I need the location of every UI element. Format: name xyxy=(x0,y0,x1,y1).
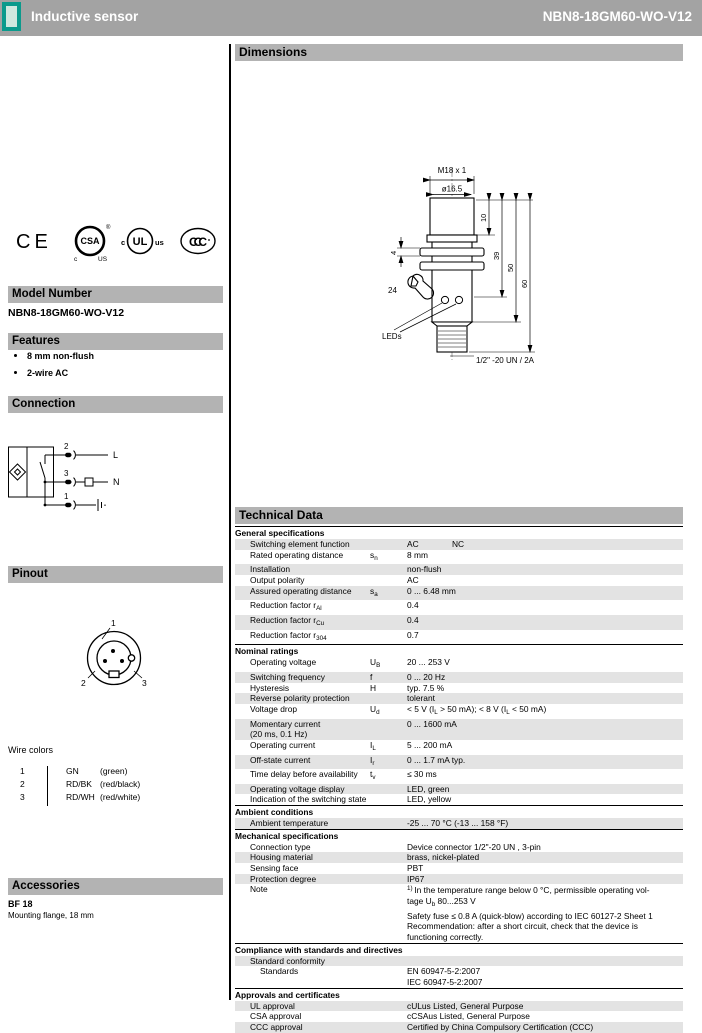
spec-row: Operating voltage $U_B$ 20 ... 253 V xyxy=(250,657,450,670)
spec-group-header: Compliance with standards and directives xyxy=(235,943,683,956)
wrench-icon xyxy=(408,274,434,299)
spec-row: Output polarity AC xyxy=(250,574,419,585)
spec-row: Rated operating distance $s_n$ 8 mm xyxy=(250,549,428,562)
spec-row: Time delay before availability $t_v$ ≤ 30 ms xyxy=(250,769,437,782)
spec-row: Ambient temperature -25 ... 70 °C (-13 ... 158 °F) xyxy=(235,818,683,829)
accessory-model: BF 18 xyxy=(8,899,33,909)
spec-row: Standards EN 60947-5-2:2007 IEC 60947-5-2:2007 xyxy=(260,966,483,987)
spec-row: Momentary current (20 ms, 0.1 Hz) 0 ... 1600 mA xyxy=(235,719,683,740)
connection-diagram xyxy=(8,438,173,518)
svg-text:®: ® xyxy=(106,225,111,231)
spec-row: Housing material brass, nickel-plated xyxy=(235,852,683,863)
spec-row: Note $^{1)}$ In the temperature range below 0 °C, permissible operating vol- tage $U_b$ 80...253 V Safety fuse ≤ 0.8 A (quick-blow) according to IEC 60127-2 Sheet 1 Recommendation: after a short circuit, check that the device is functioning correctly. xyxy=(250,884,653,943)
svg-text:ø16.5: ø16.5 xyxy=(441,184,463,194)
connection-heading: Connection xyxy=(8,396,223,413)
model-number-heading: Model Number xyxy=(8,286,223,303)
features-heading: Features xyxy=(8,333,223,350)
ce-mark-icon: CE xyxy=(16,231,52,253)
svg-text:CSA: CSA xyxy=(80,236,100,246)
datasheet-page: Inductive sensor NBN8-18GM60-WO-V12 CE CSA ® c US UL c us CCC Model Number NBN8-18GM60-WO-V12 Features 8 mm non-flush 2-wire AC Connection 2 3 1 L N Pinout 1 2 3 Wire colors 1 GN (green) 2 RD/BK (red/black) 3 RD/WH (red/white) Accessories BF 18 Mounting flange, 18 mm Dimensions LEDs 24 M18 x 1 ø16.5 4 10 39 50 60 1/2" -20 UN / 2A Technical Data General specifications Switching element function AC NC Rated operating distance $s_n$ 8 mm Installation non-flush Output polarity AC Assured operating distance $s_a$ 0 ... 6.48 mm Reduction factor $r_{Al}$ 0.4 Reduction factor $r_{Cu}$ 0.4 Reduction factor $r_{304}$ 0.7 Nominal ratings Operating voltage $U_B$ 20 ... 253 V Switching frequency f 0 ... 20 Hz Hysteresis H typ. 7.5 % Reverse polarity protection tolerant Voltage drop $U_d$ < 5 V ($I_L > 50$ mA); < 8 V ($I_L < 50$ mA) Momentary current (20 ms, 0.1 Hz) 0 ... 1600 mA Operating current $I_L$ 5 ... 200 mA Off-state current $I_r$ 0 ... 1.7 mA typ. Time delay before availability $t_v$ ≤ 30 ms Operating voltage display LED, green Indication of the switching state LED, yellow Ambient conditions Ambient temperature -25 ... 70 °C (-13 ... 158 °F) Mechanical specifications Connection type Device connector 1/2"-20 UN , 3-pin Housing material brass, nickel-plated Sensing face PBT Protection degree IP67 Note $^{1)}$ In the temperature range below 0 °C, permissible operating vol- tage $U_b$ 80...253 V Safety fuse ≤ 0.8 A (quick-blow) according to IEC 60127-2 Sheet 1 Recommendation: after a short circuit, check that the device is functioning correctly. Compliance with standards and directives Standard conformity Standards EN 60947-5-2:2007 IEC 60947-5-2:2007 Approvals and certificates UL approval cULus Listed, General Purpose CSA approval cCSAus Listed, General Purpose CCC approval Certified by China Compulsory Certification (CCC) xyxy=(0,0,702,1002)
svg-text:10: 10 xyxy=(479,213,488,222)
spec-row: Switching element function AC NC xyxy=(235,539,683,550)
spec-row: Installation non-flush xyxy=(235,564,683,575)
brand-logo-icon xyxy=(2,2,21,31)
technical-data-heading: Technical Data xyxy=(235,507,683,524)
svg-text:CCC: CCC xyxy=(189,235,203,249)
accessory-description: Mounting flange, 18 mm xyxy=(8,911,94,920)
page-header xyxy=(0,0,702,36)
svg-text:2: 2 xyxy=(64,442,69,451)
pinout-diagram xyxy=(58,608,173,693)
header-part-number: NBN8-18GM60-WO-V12 xyxy=(542,9,692,24)
bullet-icon xyxy=(14,354,17,357)
svg-text:3: 3 xyxy=(142,678,147,688)
page-title: Inductive sensor xyxy=(31,9,139,24)
spec-group-header: General specifications xyxy=(235,526,683,539)
spec-group-header: Mechanical specifications xyxy=(235,829,683,842)
leds-label: LEDs xyxy=(382,332,402,341)
dimensions-drawing xyxy=(380,160,605,372)
feature-item: 2-wire AC xyxy=(8,368,68,378)
model-number-value: NBN8-18GM60-WO-V12 xyxy=(8,307,125,319)
spec-row: CSA approval cCSAus Listed, General Purpose xyxy=(250,1011,530,1022)
spec-row: Reduction factor $r_{304}$ 0.7 xyxy=(250,629,419,642)
dimensions-heading: Dimensions xyxy=(235,44,683,61)
spec-row: Sensing face PBT xyxy=(250,863,424,874)
ccc-mark-icon xyxy=(181,229,215,254)
spec-row: Protection degree IP67 xyxy=(235,874,683,885)
svg-text:50: 50 xyxy=(506,263,515,272)
spec-row: Off-state current $I_r$ 0 ... 1.7 mA typ. xyxy=(235,755,683,770)
certification-logos xyxy=(8,215,223,265)
svg-text:60: 60 xyxy=(520,279,529,288)
spec-row: UL approval cULus Listed, General Purpose xyxy=(235,1001,683,1012)
spec-row: Switching frequency f 0 ... 20 Hz xyxy=(235,672,683,683)
svg-text:US: US xyxy=(98,256,108,263)
pinout-heading: Pinout xyxy=(8,566,223,583)
accessories-heading: Accessories xyxy=(8,878,223,895)
spec-row: Reduction factor $r_{Al}$ 0.4 xyxy=(250,600,419,613)
wire-colors-heading: Wire colors xyxy=(8,745,54,755)
spec-group-header: Nominal ratings xyxy=(235,644,683,657)
svg-text:c: c xyxy=(74,256,78,263)
spec-row: Operating voltage display LED, green xyxy=(235,784,683,795)
spec-row: Reduction factor $r_{Cu}$ 0.4 xyxy=(235,615,683,630)
spec-row: Voltage drop $U_d$ < 5 V ($I_L > 50$ mA); < 8 V ($I_L < 50$ mA) xyxy=(250,703,547,716)
spec-group-header: Approvals and certificates xyxy=(235,988,683,1001)
svg-text:N: N xyxy=(113,477,120,487)
svg-text:3: 3 xyxy=(64,469,69,478)
technical-data-table xyxy=(235,526,683,1033)
svg-text:4: 4 xyxy=(389,250,398,255)
technical-data-rows xyxy=(235,526,683,1033)
spec-row: Hysteresis H typ. 7.5 % xyxy=(250,682,445,693)
svg-text:M18 x 1: M18 x 1 xyxy=(437,166,467,175)
spec-row: Standard conformity xyxy=(235,956,683,967)
spec-row: Assured operating distance $s_a$ 0 ... 6.48 mm xyxy=(235,586,683,601)
spec-row: Indication of the switching state LED, yellow xyxy=(250,794,452,805)
wrench-size-label: 24 xyxy=(388,286,397,295)
bullet-icon xyxy=(14,371,17,374)
svg-text:39: 39 xyxy=(492,251,501,260)
svg-text:1: 1 xyxy=(111,618,116,628)
csa-mark-icon xyxy=(74,224,111,263)
svg-text:1: 1 xyxy=(64,492,69,501)
svg-text:c: c xyxy=(121,238,126,247)
spec-group-header: Ambient conditions xyxy=(235,805,683,818)
spec-row: Operating current $I_L$ 5 ... 200 mA xyxy=(250,739,453,752)
column-divider xyxy=(229,44,231,1000)
svg-text:1/2" -20 UN / 2A: 1/2" -20 UN / 2A xyxy=(476,356,534,365)
svg-text:2: 2 xyxy=(81,678,86,688)
ul-mark-icon xyxy=(121,229,164,254)
svg-text:us: us xyxy=(155,238,164,247)
spec-row: Connection type Device connector 1/2"-20 UN , 3-pin xyxy=(250,841,541,852)
wire-colors-divider xyxy=(47,766,48,806)
spec-row: Reverse polarity protection tolerant xyxy=(235,693,683,704)
svg-text:UL: UL xyxy=(132,236,148,248)
svg-text:L: L xyxy=(113,450,119,460)
sensor-symbol-icon xyxy=(10,464,26,480)
feature-item: 8 mm non-flush xyxy=(8,351,94,361)
spec-row: CCC approval Certified by China Compulsory Certification (CCC) xyxy=(235,1022,683,1033)
